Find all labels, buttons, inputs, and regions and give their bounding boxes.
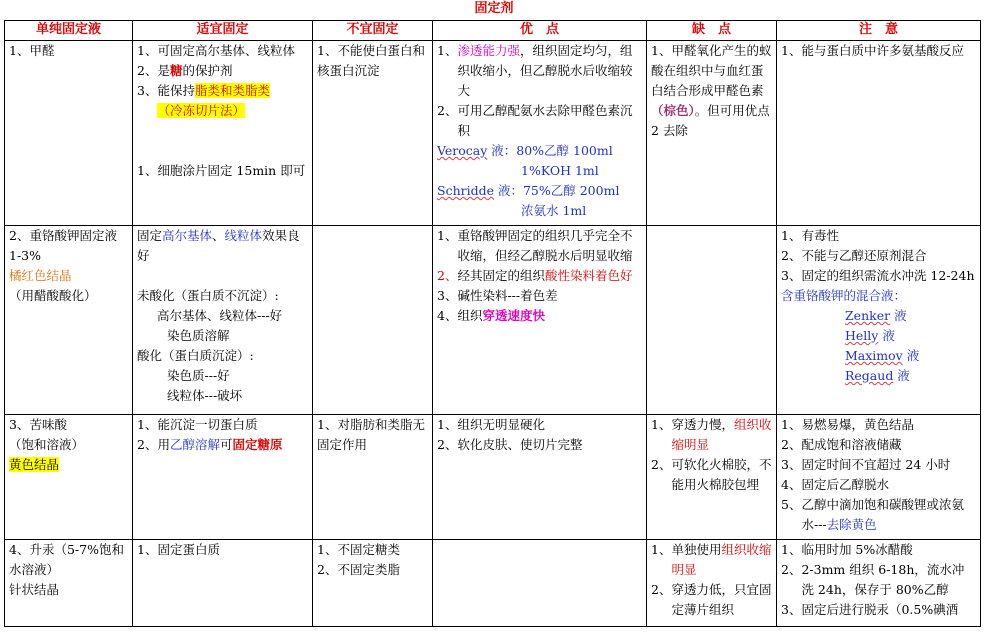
list-item: 线粒体---破坏 [167,388,243,403]
list-item: 3、 碱性染料---着色差 [437,288,558,303]
list-item: 固定高尔基体、线粒体效果良好 [137,228,300,263]
list-item: 1、 穿透力慢，组织收缩明显 [651,417,772,452]
list-item: 4、 组织穿透速度快 [437,308,545,323]
list-item: 3、 固定时间不宜超过 24 小时 [781,457,951,472]
notes-cell: 1、能与蛋白质中许多氨基酸反应 [777,41,981,226]
list-item: 酸化（蛋白质沉淀）: [137,348,254,363]
fixative-name-cell [5,540,133,627]
list-item: 未酸化（蛋白质不沉淀）: [137,288,279,303]
header-row [5,21,981,41]
unsuitable-cell: 1、对脂肪和类脂无固定作用 [313,415,433,540]
table-row [5,41,981,226]
list-item: 4、 固定后乙醇脱水 [781,477,889,492]
list-item: 3、 固定后进行脱汞（0.5%碘酒 [781,602,959,617]
list-item: 高尔基体、线粒体---好 [157,308,283,323]
notes-cell [777,226,981,415]
formula-line: Verocay 液：80%乙醇 100ml [437,143,613,158]
fixative-note: （饱和溶液） [9,437,85,452]
list-item: 1、 组织无明显硬化 [437,417,545,432]
list-item: 2、 配成饱和溶液储藏 [781,437,902,452]
list-item: 1、 单独使用组织收缩明显 [651,542,772,577]
disadvantages-cell [647,226,777,415]
list-item: 1、 有毒性 [781,228,839,243]
list-item: 染色质---好 [167,368,230,383]
fixative-name-cell [5,41,133,226]
table-row [5,415,981,540]
suitable-cell [133,41,313,226]
page-title: 固定剂 [474,1,514,16]
header-cell: 缺 点 [647,21,777,41]
disadvantages-cell: 1、甲醛氧化产生的蚁酸在组织中与血红蛋白结合形成甲醛色素（棕色）。但可用优点 2 去除 [647,41,777,226]
crystal-label: 针状结晶 [9,582,60,597]
formula-line: 浓氨水 1ml [521,203,587,218]
list-item: 2、 可用乙醇配氨水去除甲醛色素沉积 [437,103,633,138]
list-item: 1、 能沉淀一切蛋白质 [137,417,258,432]
list-item: 1、 临用时加 5%冰醋酸 [781,542,913,557]
header-cell: 优 点 [433,21,647,41]
disadvantages-cell [647,415,777,540]
fixative-name: 1、甲醛 [9,43,55,58]
list-item: 2、 可软化火棉胶，不能用火棉胶包埋 [651,457,772,492]
table-row [5,540,981,627]
unsuitable-cell: 1、不能使白蛋白和核蛋白沉淀 [313,41,433,226]
mixture-item: Zenker 液 [845,308,907,323]
list-item: 2、 经其固定的组织酸性染料着色好 [437,268,633,283]
list-item: 1、 渗透能力强，组织固定均匀，组织收缩小，但乙醇脱水后收缩较大 [437,43,633,98]
header-cell: 适宜固定 [133,21,313,41]
unsuitable-cell [313,540,433,627]
fixative-name: 3、苦味酸 [9,417,67,432]
advantages-cell [433,415,647,540]
crystal-label: 黄色结晶 [9,457,60,472]
mixture-item: Regaud 液 [845,368,910,383]
list-item: 5、 乙醇中滴加饱和碳酸锂或浓氨水---去除黄色 [781,497,964,532]
crystal-label: 橘红色结晶 [9,268,72,283]
list-item: 2、不固定类脂 [317,562,400,577]
header-cell: 注 意 [777,21,981,41]
advantages-cell [433,41,647,226]
notes-cell [777,415,981,540]
disadvantages-cell [647,540,777,627]
list-item: 2、 用乙醇溶解可固定糖原 [137,437,283,452]
list-item: 1、细胞涂片固定 15min 即可 [137,163,306,178]
fixative-table [4,20,981,627]
suitable-cell [133,415,313,540]
list-item: 染色质溶解 [167,328,230,343]
fixative-name: 2、重铬酸钾固定液 1-3% [9,228,117,263]
list-item: 1、不固定糖类 [317,542,400,557]
fixative-name: 4、升汞（5-7%饱和水溶液） [9,542,124,577]
suitable-cell: 1、固定蛋白质 [133,540,313,627]
list-item: 3、 能保持脂类和类脂类 （冷冻切片法） [137,83,270,118]
list-item: 1、 可固定高尔基体、线粒体 [137,43,295,58]
formula-line: 1%KOH 1ml [521,163,599,178]
list-item: 2、 穿透力低，只宜固定薄片组织 [651,582,772,617]
list-item: 2、 2-3mm 组织 6-18h，流水冲洗 24h，保存于 80%乙醇 [781,562,965,597]
list-item: 2、 是糖的保护剂 [137,63,233,78]
advantages-cell [433,540,647,627]
notes-cell [777,540,981,627]
table-row [5,226,981,415]
list-item: 3、 固定的组织需流水冲洗 12-24h [781,268,975,283]
header-cell: 不宜固定 [313,21,433,41]
suitable-cell [133,226,313,415]
fixative-name-cell [5,415,133,540]
fixative-name-cell [5,226,133,415]
fixative-note: （用醋酸酸化） [9,288,97,303]
list-item: 2、 软化皮肤、使切片完整 [437,437,583,452]
header-cell: 单纯固定液 [5,21,133,41]
mixture-heading: 含重铬酸钾的混合液： [781,288,907,303]
list-item: 2、 不能与乙醇还原剂混合 [781,248,927,263]
advantages-cell [433,226,647,415]
mixture-item: Maximov 液 [845,348,920,363]
formula-line: Schridde 液：75%乙醇 200ml [437,183,620,198]
mixture-item: Helly 液 [845,328,895,343]
list-item: 1、 易燃易爆，黄色结晶 [781,417,914,432]
list-item: 1、 重铬酸钾固定的组织几乎完全不收缩，但经乙醇脱水后明显收缩 [437,228,633,263]
unsuitable-cell [313,226,433,415]
